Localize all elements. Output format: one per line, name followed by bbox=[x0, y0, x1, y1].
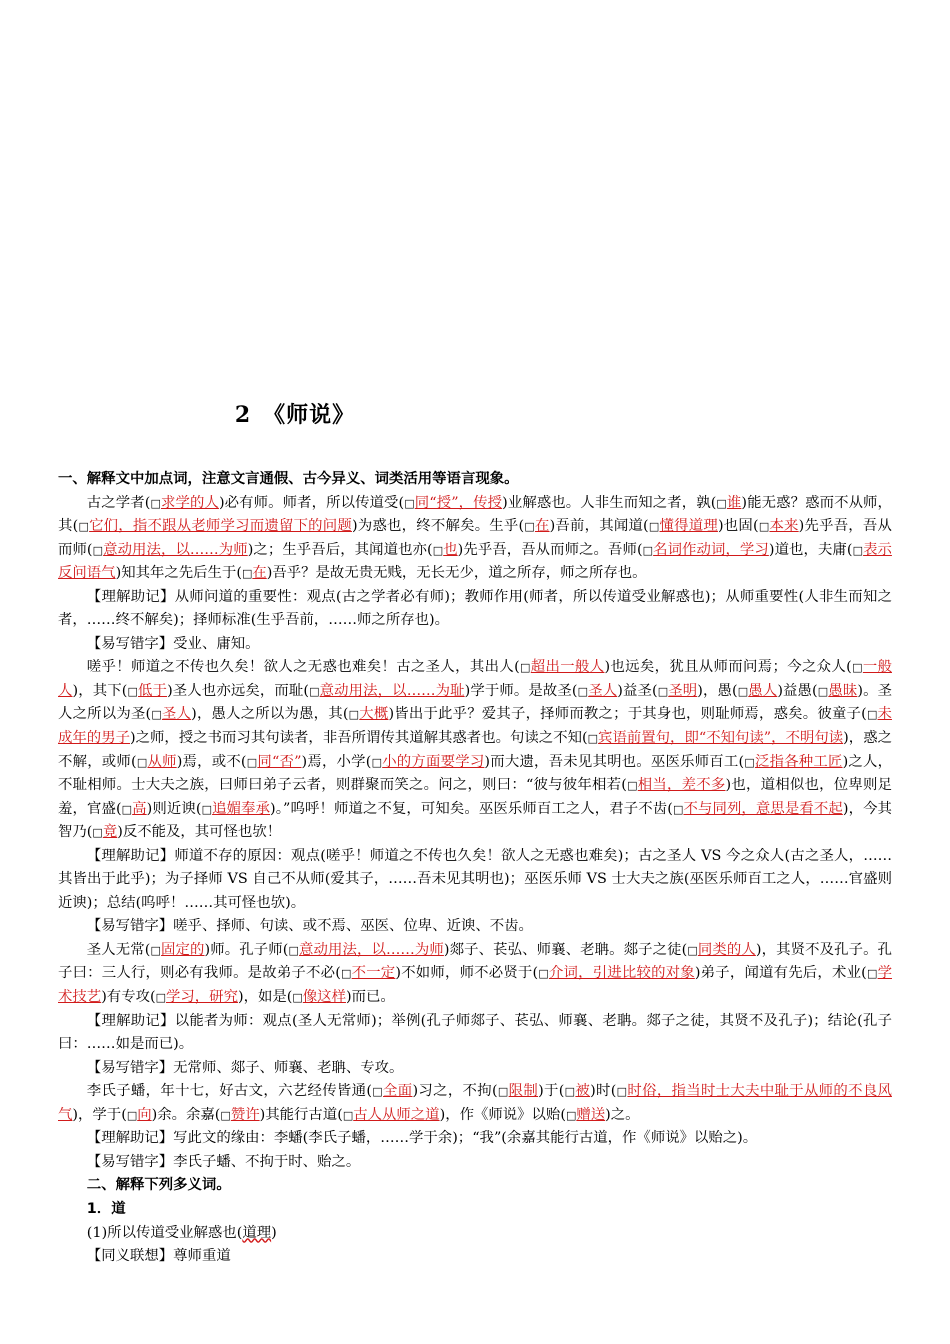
answer-annotation: 学习，研究 bbox=[166, 989, 238, 1006]
note-typo-3 bbox=[58, 1057, 892, 1081]
blank-marker-icon: □ bbox=[577, 684, 589, 698]
note-understanding-4 bbox=[58, 1127, 892, 1151]
answer-annotation: 从师 bbox=[147, 753, 177, 770]
blank-marker-icon: □ bbox=[626, 779, 638, 793]
answer-annotation: 学术技艺 bbox=[58, 965, 892, 1006]
section1-heading: 一、解释文中加点词，注意文言通假、古今异义、词类活用等语言现象。 bbox=[58, 471, 519, 487]
answer-annotation: 圣人 bbox=[161, 706, 192, 723]
answer-annotation: 古人从师之道 bbox=[353, 1106, 440, 1123]
blank-marker-icon: □ bbox=[127, 684, 139, 698]
answer-annotation: 不与同列，意思是看不起 bbox=[683, 800, 843, 817]
blank-marker-icon: □ bbox=[92, 543, 104, 557]
answer-annotation: 时俗，指当时士大夫中耻于从师的不良风气 bbox=[58, 1083, 892, 1123]
answer-annotation: 懂得道理 bbox=[659, 518, 718, 535]
note-understanding-1 bbox=[58, 586, 892, 633]
answer-annotation: 谁 bbox=[726, 494, 742, 511]
blank-marker-icon: □ bbox=[220, 1108, 231, 1122]
item-answer: 道理 bbox=[242, 1224, 272, 1241]
answer-annotation: 意动用法，以……为师 bbox=[103, 541, 248, 558]
item-close: ) bbox=[271, 1224, 277, 1241]
blank-marker-icon: □ bbox=[292, 991, 303, 1005]
answer-annotation: 小的方面要学习 bbox=[382, 753, 485, 770]
typo-text: 受业、庸知。 bbox=[173, 635, 260, 652]
answer-annotation: 高 bbox=[132, 800, 147, 817]
blank-marker-icon: □ bbox=[524, 520, 535, 534]
answer-annotation: 愚昧 bbox=[828, 682, 858, 699]
note-text: 以能者为师：观点(圣人无常师)；举例(孔子师郯子、苌弘、师襄、老聃。郯子之徒，其贤不及孔子)；结论(孔子曰：……如是而已)。 bbox=[58, 1012, 892, 1053]
blank-marker-icon: □ bbox=[817, 684, 829, 698]
answer-annotation: 大概 bbox=[359, 706, 389, 723]
blank-marker-icon: □ bbox=[616, 1085, 628, 1099]
note-label: 【理解助记】 bbox=[86, 1130, 174, 1147]
note-understanding-2 bbox=[58, 845, 892, 916]
answer-annotation: 低于 bbox=[138, 682, 168, 699]
note-typo-2 bbox=[58, 915, 892, 939]
passage-paragraph-3: 圣人无常(□固定的)师。孔子师(□意动用法，以……为师)郯子、苌弘、师襄、老聃。郯子之徒(□同类的人)，其贤不及孔子。孔子曰：三人行，则必有我师。是故弟子不必(□不一定)不如师，师不必贤于(□介词，引进比较的对象)弟子，闻道有先后，术业(□学术技艺)有专攻(□学习，研究)，如是(□像这样)而已。 bbox=[58, 941, 892, 1006]
blank-marker-icon: □ bbox=[121, 802, 133, 816]
blank-marker-icon: □ bbox=[155, 991, 166, 1005]
answer-annotation: 相当，差不多 bbox=[637, 777, 726, 794]
answer-annotation: 超出一般人 bbox=[530, 659, 605, 676]
answer-annotation: 意动用法，以……为师 bbox=[299, 941, 444, 958]
note-typo-1 bbox=[58, 633, 892, 657]
blank-marker-icon: □ bbox=[648, 520, 660, 534]
blank-marker-icon: □ bbox=[342, 1108, 354, 1122]
typo-label: 【易写错字】 bbox=[86, 1153, 174, 1170]
typo-text: 无常师、郯子、师襄、老聃、专攻。 bbox=[173, 1059, 404, 1076]
polysemy-item-line bbox=[58, 1222, 892, 1246]
answer-annotation: 全面 bbox=[383, 1083, 413, 1100]
blank-marker-icon: □ bbox=[866, 708, 878, 722]
note-label: 【理解助记】 bbox=[86, 588, 175, 605]
typo-text: 嗟乎、择师、句读、或不焉、巫医、位卑、近谀、不齿。 bbox=[173, 918, 533, 935]
blank-marker-icon: □ bbox=[288, 943, 300, 957]
blank-marker-icon: □ bbox=[672, 802, 684, 816]
note-text: 师道不存的原因：观点(嗟乎！师道之不传也久矣！欲人之无惑也难矣)；古之圣人 VS 今之众人(古之圣人，……其皆出于此乎)；为子择师 VS 自己不从师(爱其子，……吾未见其明也)；巫医乐师 VS 士大夫之族(巫医乐师百工之人，……官盛则近谀)；总结(呜呼！……其可怪也欤)。 bbox=[58, 847, 892, 911]
answer-annotation: 介词，引进比较的对象 bbox=[548, 965, 695, 982]
answer-annotation: 向 bbox=[137, 1106, 152, 1123]
answer-annotation: 圣明 bbox=[668, 682, 698, 699]
polysemy-item-heading: 1．道 bbox=[86, 1200, 126, 1217]
blank-marker-icon: □ bbox=[587, 732, 599, 746]
answer-annotation: 圣人 bbox=[588, 682, 618, 699]
blank-marker-icon: □ bbox=[241, 567, 253, 581]
blank-marker-icon: □ bbox=[565, 1108, 577, 1122]
answer-annotation: 未成年的男子 bbox=[58, 706, 892, 747]
blank-marker-icon: □ bbox=[309, 684, 320, 698]
answer-annotation: 一般人 bbox=[58, 659, 892, 699]
answer-annotation: 同“授”，传授 bbox=[414, 494, 503, 511]
blank-marker-icon: □ bbox=[150, 496, 161, 510]
blank-marker-icon: □ bbox=[150, 943, 162, 957]
note-typo-4 bbox=[58, 1151, 892, 1175]
answer-annotation: 表示反问语气 bbox=[58, 541, 892, 582]
answer-annotation: 竟 bbox=[102, 824, 118, 841]
blank-marker-icon: □ bbox=[758, 520, 770, 534]
synonym-note bbox=[58, 1245, 892, 1269]
answer-annotation: 像这样 bbox=[302, 989, 346, 1006]
answer-annotation: 求学的人 bbox=[160, 494, 219, 511]
blank-marker-icon: □ bbox=[246, 755, 258, 769]
blank-marker-icon: □ bbox=[497, 1085, 509, 1099]
answer-annotation: 限制 bbox=[508, 1083, 539, 1100]
answer-annotation: 名词作动词，学习 bbox=[653, 541, 769, 558]
answer-annotation: 愚人 bbox=[748, 682, 778, 699]
answer-annotation: 也 bbox=[443, 541, 458, 558]
note-text: 写此文的缘由：李蟠(李氏子蟠，……学于余)；“我”(余嘉其能行古道，作《师说》以贻之)。 bbox=[173, 1130, 758, 1147]
passage-paragraph-1: 古之学者(□求学的人)必有师。师者，所以传道受(□同“授”，传授)业解惑也。人非生而知之者，孰(□谁)能无惑？惑而不从师，其(□它们，指不跟从老师学习而遗留下的问题)为惑也，终不解矣。生乎(□在)吾前，其闻道(□懂得道理)也固(□本来)先乎吾，吾从而师(□意动用法，以……为师)之；生乎吾后，其闻道也亦(□也)先乎吾，吾从而师之。吾师(□名词作动词，学习)道也，夫庸(□表示反问语气)知其年之先后生于(□在)吾乎？是故无贵无贱，无长无少，道之所存，师之所存也。 bbox=[58, 494, 892, 582]
passage-paragraph-4: 李氏子蟠，年十七，好古文，六艺经传皆通(□全面)习之，不拘(□限制)于(□被)时(□时俗，指当时士大夫中耻于从师的不良风气)，学于(□向)余。余嘉(□赞许)其能行古道(□古人从师之道)，作《师说》以贻(□赠送)之。 bbox=[58, 1083, 892, 1123]
blank-marker-icon: □ bbox=[744, 755, 755, 769]
typo-label: 【易写错字】 bbox=[86, 1059, 174, 1076]
blank-marker-icon: □ bbox=[78, 520, 90, 534]
page-title: 2 《师说》 bbox=[234, 402, 356, 428]
passage-paragraph-2: 嗟乎！师道之不传也久矣！欲人之无惑也难矣！古之圣人，其出人(□超出一般人)也远矣，犹且从师而问焉；今之众人(□一般人)，其下(□低于)圣人也亦远矣，而耻(□意动用法，以……为耻)学于师。是故圣(□圣人)益圣(□圣明)，愚(□愚人)益愚(□愚昧)。圣人之所以为圣(□圣人)，愚人之所以为愚，其(□大概)皆出于此乎？爱其子，择师而教之；于其身也，则耻师焉，惑矣。彼童子(□未成年的男子)之师，授之书而习其句读者，非吾所谓传其道解其惑者也。句读之不知(□宾语前置句，即“不知句读”，不明句读)，惑之不解，或师(□从师)焉，或不(□同“否”)焉，小学(□小的方面要学习)而大遗，吾未见其明也。巫医乐师百工(□泛指各种工匠)之人，不耻相师。士大夫之族，曰师曰弟子云者，则群聚而笑之。问之，则曰：“彼与彼年相若(□相当，差不多)也，道相似也，位卑则足羞，官盛(□高)则近谀(□追媚奉承)。”呜呼！师道之不复，可知矣。巫医乐师百工之人，君子不齿(□不与同列，意思是看不起)，今其智乃(□竟)反不能及，其可怪也欤！ bbox=[58, 659, 892, 841]
blank-marker-icon: □ bbox=[92, 826, 103, 840]
blank-marker-icon: □ bbox=[126, 1108, 138, 1122]
note-understanding-3 bbox=[58, 1010, 892, 1057]
blank-marker-icon: □ bbox=[136, 755, 148, 769]
blank-marker-icon: □ bbox=[371, 755, 383, 769]
note-text: 从师问道的重要性：观点(古之学者必有师)；教师作用(师者，所以传道受业解惑也)；从师重要性(人非生而知之者，……终不解矣)；择师标准(生乎吾前，……师之所存也)。 bbox=[58, 588, 892, 629]
blank-marker-icon: □ bbox=[642, 543, 654, 557]
blank-marker-icon: □ bbox=[201, 802, 213, 816]
answer-annotation: 被 bbox=[575, 1083, 591, 1100]
blank-marker-icon: □ bbox=[404, 496, 415, 510]
note-label: 【理解助记】 bbox=[86, 1012, 175, 1029]
answer-annotation: 固定的 bbox=[161, 941, 205, 958]
section2-heading: 二、解释下列多义词。 bbox=[86, 1177, 231, 1194]
blank-marker-icon: □ bbox=[687, 943, 698, 957]
blank-marker-icon: □ bbox=[716, 496, 727, 510]
blank-marker-icon: □ bbox=[737, 684, 749, 698]
blank-marker-icon: □ bbox=[340, 967, 352, 981]
answer-annotation: 同“否” bbox=[257, 753, 302, 770]
item-sentence: (1)所以传道受业解惑也( bbox=[86, 1224, 243, 1241]
blank-marker-icon: □ bbox=[852, 543, 864, 557]
blank-marker-icon: □ bbox=[519, 661, 531, 675]
answer-annotation: 本来 bbox=[769, 518, 799, 535]
blank-marker-icon: □ bbox=[348, 708, 360, 722]
synonym-text: 尊师重道 bbox=[173, 1248, 231, 1265]
answer-annotation: 追媚奉承 bbox=[212, 800, 271, 817]
answer-annotation: 赠送 bbox=[576, 1106, 606, 1123]
exercise-content bbox=[58, 468, 892, 1269]
answer-annotation: 泛指各种工匠 bbox=[754, 753, 843, 770]
answer-annotation: 宾语前置句，即“不知句读”，不明句读 bbox=[598, 730, 844, 747]
answer-annotation: 它们，指不跟从老师学习而遗留下的问题 bbox=[89, 518, 352, 535]
blank-marker-icon: □ bbox=[851, 661, 863, 675]
synonym-label: 【同义联想】 bbox=[86, 1248, 174, 1265]
answer-annotation: 不一定 bbox=[351, 965, 396, 982]
blank-marker-icon: □ bbox=[151, 708, 162, 722]
blank-marker-icon: □ bbox=[657, 684, 669, 698]
typo-label: 【易写错字】 bbox=[86, 635, 174, 652]
answer-annotation: 在 bbox=[252, 565, 267, 582]
blank-marker-icon: □ bbox=[538, 967, 549, 981]
typo-text: 李氏子蟠、不拘于时、贻之。 bbox=[173, 1153, 361, 1170]
blank-marker-icon: □ bbox=[564, 1085, 576, 1099]
blank-marker-icon: □ bbox=[371, 1085, 384, 1099]
answer-annotation: 赞许 bbox=[230, 1106, 260, 1123]
blank-marker-icon: □ bbox=[866, 967, 878, 981]
answer-annotation: 同类的人 bbox=[697, 941, 756, 958]
blank-marker-icon: □ bbox=[432, 543, 444, 557]
answer-annotation: 在 bbox=[534, 518, 550, 535]
answer-annotation: 意动用法，以……为耻 bbox=[319, 682, 465, 699]
note-label: 【理解助记】 bbox=[86, 847, 175, 864]
typo-label: 【易写错字】 bbox=[86, 918, 174, 935]
